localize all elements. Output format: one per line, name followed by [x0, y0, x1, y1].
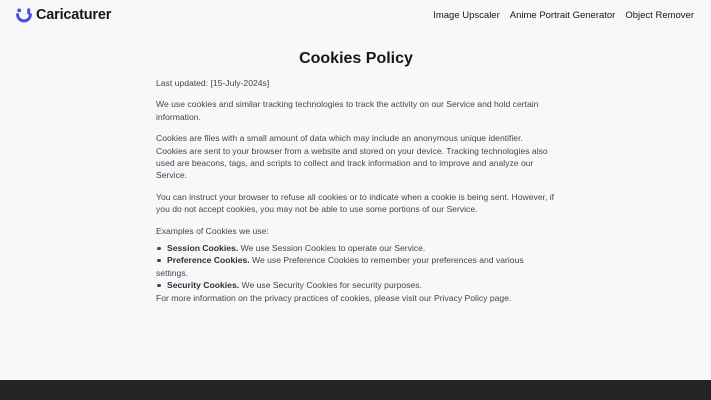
- list-item: [156, 254, 556, 279]
- list-item: [156, 242, 556, 254]
- refuse-cookies-paragraph: You can instruct your browser to refuse all cookies or to indicate when a cookie is being sent. However, if you do not accept cookies, you may not be able to use some portions of our Service.: [156, 191, 555, 215]
- list-item: [156, 279, 556, 291]
- nav-link-image-upscaler[interactable]: Image Upscaler: [433, 9, 500, 21]
- cookie-term: Security Cookies.: [167, 280, 240, 291]
- caricaturer-logo-icon: [16, 7, 32, 23]
- cookie-description: We use Security Cookies for security purposes.: [241, 280, 422, 291]
- nav-link-object-remover[interactable]: Object Remover: [625, 9, 694, 21]
- brand-link[interactable]: [16, 7, 111, 23]
- cookie-description-continued: settings.: [156, 267, 189, 278]
- site-header: [0, 0, 711, 30]
- examples-heading: Examples of Cookies we use:: [156, 225, 269, 236]
- cookies-definition-paragraph: Cookies are files with a small amount of data which may include an anonymous unique identifier. Cookies are sent to your browser from a website and stored on your device. Tracking technologies also used are beacons, tags, and scripts to collect and track information and to improve and analyze our Service.: [156, 133, 548, 181]
- cookie-description: We use Session Cookies to operate our Service.: [240, 243, 426, 254]
- cookie-description: We use Preference Cookies to remember your preferences and various: [252, 255, 524, 266]
- cookie-term: Session Cookies.: [167, 243, 239, 254]
- policy-content: [156, 48, 556, 304]
- page-title: Cookies Policy: [299, 50, 413, 67]
- site-footer: [0, 380, 711, 400]
- nav-link-anime-portrait-generator[interactable]: Anime Portrait Generator: [509, 9, 616, 21]
- cookie-term: Preference Cookies.: [167, 255, 250, 266]
- more-info-paragraph: For more information on the privacy practices of cookies, please visit our Privacy Policy page.: [156, 292, 512, 303]
- brand-name: Caricaturer: [36, 7, 112, 23]
- top-nav: [433, 10, 694, 21]
- intro-paragraph: We use cookies and similar tracking technologies to track the activity on our Service and hold certain information.: [156, 99, 539, 122]
- last-updated: Last updated: [15-July-2024s]: [156, 78, 270, 88]
- cookie-examples-list: [156, 242, 556, 292]
